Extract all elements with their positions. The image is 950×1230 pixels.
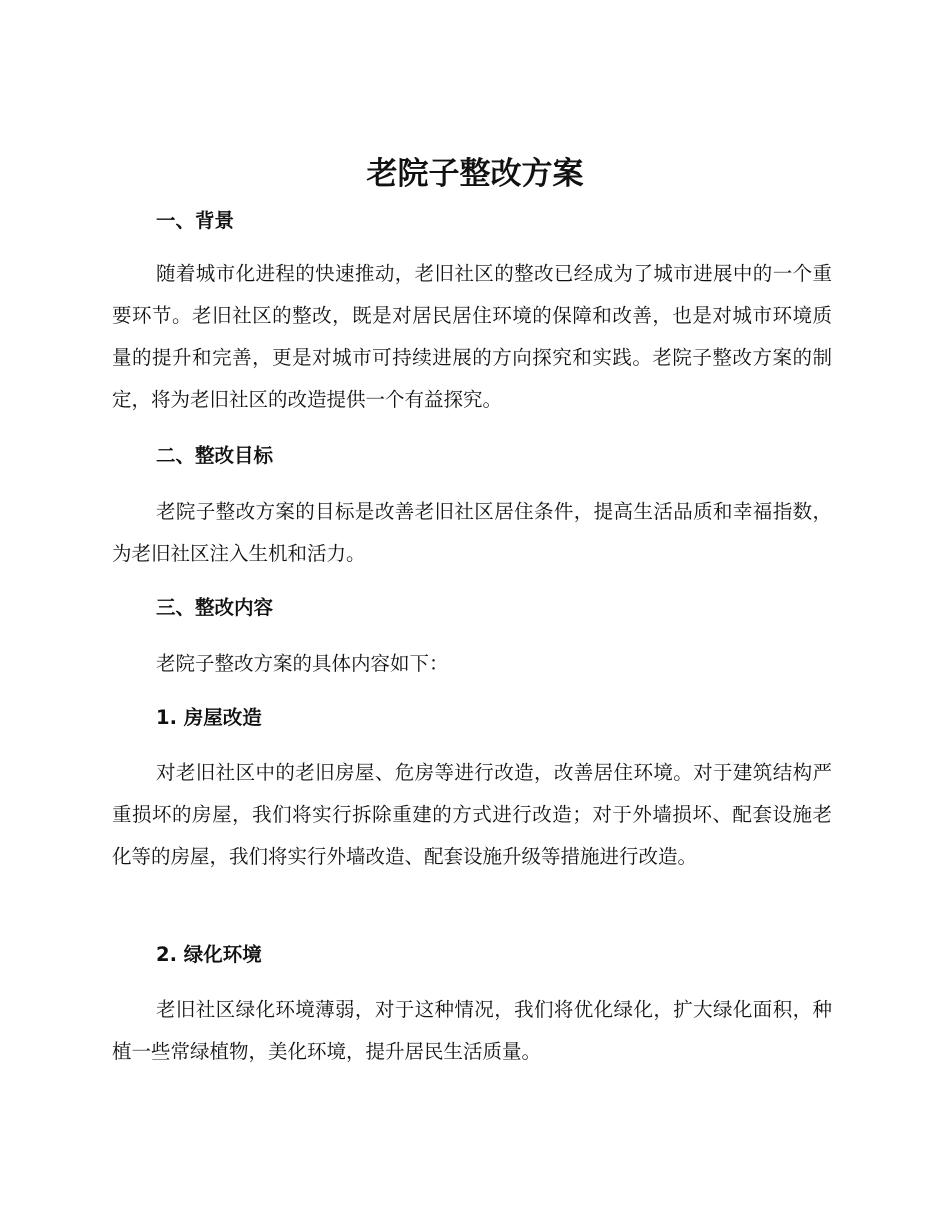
subsection-heading-greening: 2. 绿化环境 bbox=[156, 943, 262, 966]
subsection-paragraph-greening: 老旧社区绿化环境薄弱，对于这种情况，我们将优化绿化，扩大绿化面积，种植一些常绿植物，美化环境，提升居民生活质量。 bbox=[112, 998, 832, 1063]
section-paragraph-goals: 老院子整改方案的目标是改善老旧社区居住条件，提高生活品质和幸福指数，为老旧社区注入生机和活力。 bbox=[112, 500, 832, 565]
section-heading-goals: 二、整改目标 bbox=[156, 444, 274, 467]
section-paragraph-background: 随着城市化进程的快速推动，老旧社区的整改已经成为了城市进展中的一个重要环节。老旧社区的整改，既是对居民居住环境的保障和改善，也是对城市环境质量的提升和完善，更是对城市可持续进展的方向探究和实践。老院子整改方案的制定，将为老旧社区的改造提供一个有益探究。 bbox=[112, 262, 832, 411]
section-paragraph-content-intro: 老院子整改方案的具体内容如下： bbox=[156, 652, 449, 675]
subsection-heading-housing: 1. 房屋改造 bbox=[156, 706, 262, 729]
section-heading-content: 三、整改内容 bbox=[156, 596, 274, 619]
document-title: 老院子整改方案 bbox=[366, 156, 584, 192]
section-heading-background: 一、背景 bbox=[156, 209, 235, 232]
subsection-paragraph-housing: 对老旧社区中的老旧房屋、危房等进行改造，改善居住环境。对于建筑结构严重损坏的房屋，我们将实行拆除重建的方式进行改造；对于外墙损坏、配套设施老化等的房屋，我们将实行外墙改造、配套设施升级等措施进行改造。 bbox=[112, 761, 832, 868]
